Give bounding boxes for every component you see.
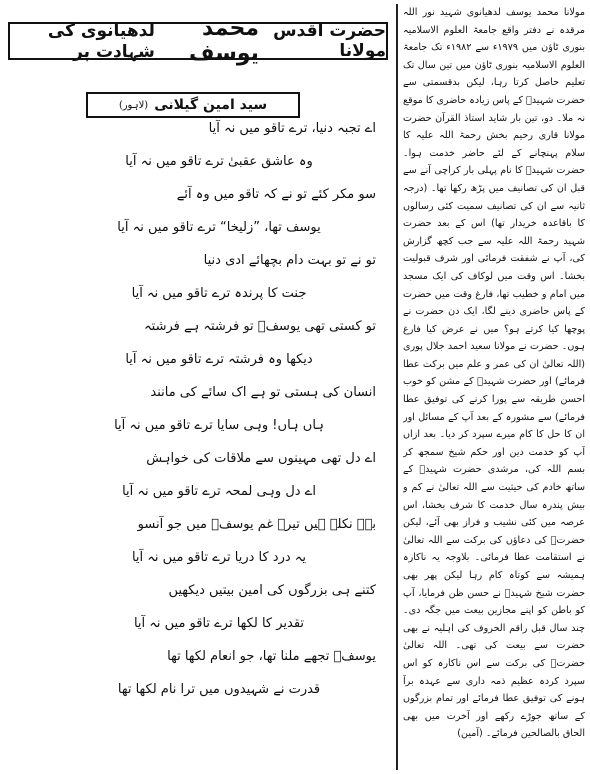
poem-line: تو نے تو بہت دام بچھائے ادی دنیا <box>203 253 376 268</box>
verse-line <box>8 450 390 468</box>
page-title <box>8 16 388 66</box>
column-divider <box>396 4 398 770</box>
poem-line: اے تجبہ دنیا، ترے تاقو میں نہ آیا <box>208 121 376 136</box>
poem-line: یوسفؑ تجھے ملنا تھا، جو انعام لکھا تھا <box>167 649 376 664</box>
author-place: (لاہور) <box>118 99 149 111</box>
verse-line <box>8 186 390 204</box>
verse-line <box>8 252 390 270</box>
poem-line: اے دل تھی مہینوں سے ملاقات کی خواہش <box>146 451 376 466</box>
poem-line: یہ درد کا دریا ترے تاقو میں نہ آیا <box>131 550 307 565</box>
poem-line: وہ عاشق عقبیٰ ترے تاقو میں نہ آیا <box>125 154 313 169</box>
poem-line: تو کستی تھی یوسفؑ تو فرشتہ ہے فرشتہ <box>144 319 376 334</box>
author-name: سید امین گیلانی <box>154 97 268 113</box>
poem-line: بہہ نکلے ہیں تیرے غم یوسفؑ میں جو آنسو <box>137 517 376 532</box>
poem-line: جنت کا پرندہ ترے تاقو میں نہ آیا <box>131 286 307 301</box>
poem-line: تقدیر کا لکھا ترے تاقو میں نہ آیا <box>133 616 305 631</box>
verse-line <box>8 516 390 534</box>
verse-line <box>8 153 390 171</box>
verse-line <box>8 219 390 237</box>
verse-line <box>8 582 390 600</box>
verse-line <box>8 648 390 666</box>
verse-line <box>8 549 390 567</box>
verse-line <box>8 285 390 303</box>
poem-line: سو مکر کئے تو نے کہ تاقو میں وہ آئے <box>176 187 376 202</box>
prose-column <box>403 4 585 770</box>
poem-line: یوسف تھا، ”زلیخا“ ترے تاقو میں نہ آیا <box>117 220 321 235</box>
poem-line: دیکھا وہ فرشتہ ترے تاقو میں نہ آیا <box>125 352 313 367</box>
title-emphasis: محمد یوسف <box>189 16 259 66</box>
poem-line: کتنے ہی بزرگوں کی امین بیتیں دیکھیں <box>168 583 376 598</box>
verse-line <box>8 318 390 336</box>
poem-line: انسان کی ہستی تو ہے اک سائے کی مانند <box>150 385 376 400</box>
verse-line <box>8 483 390 501</box>
poem <box>8 120 390 714</box>
poem-line: ہاں ہاں! وہی سایا ترے تاقو میں نہ آیا <box>114 418 324 433</box>
verse-line <box>8 615 390 633</box>
author-byline <box>86 92 300 118</box>
verse-line <box>8 120 390 138</box>
title-pre: حضرت اقدس مولانا <box>273 21 386 61</box>
prose-text: مولانا محمد یوسف لدھیانوی شہید نور اللہ مرقدہ نے دفتر واقع جامعۃ العلوم الاسلامیہ بنوری ٹاؤن میں ۱۹۷۹ء سے ۱۹۸۲ء تک جامعۃ العلوم الاسلامیہ بنوری ٹاؤن میں تین سال تک تعلیم حاصل کرتا رہا، لیکن بدقسمتی سے حضرت شہیدؒ کے پاس زیادہ حاضری کا موقع نہ ملا۔ دو، تین بار شاید استاذ القرآن حضرت مولانا قاری رحیم بخش رحمۃ اللہ علیہ کا سلام پہنچانے کے لئے حاضر خدمت ہوا۔ حضرت شہیدؒ کا نام پہلی بار کراچی آنے سے قبل ان کی تصانیف میں پڑھ رکھا تھا۔ (درجہ ثانیہ سے ان کی تصانیف سمیت کئی رسالوں کا باقاعدہ خریدار تھا) اس کے بعد حضرت شہید رحمۃ اللہ علیہ سے جب کچھ گزارش کی، آپ نے شفقت فرمائی اور شرف قبولیت بخشا۔ اس وقت میں لوکاف کی ایک مسجد میں امام و خطیب تھا، فارغ وقت میں حضرت کے پاس حاضری دینے لگا، ایک دن حضرت نے پوچھا کیا کرتے ہو؟ میں نے عرض کیا فارغ ہوں۔ حضرت نے مولانا سعید احمد جلال پوری (اللہ تعالیٰ ان کی عمر و علم میں برکت عطا فرمائے) اور حضرت شہیدؒ کے مشن کو خوب احسن طریقہ سے پورا کرنے کی توفیق عطا فرمائے) سے مشورہ کے بعد آپ کے مسائل اور ان کا حل کا کام میرے سپرد کر دیا۔ بعد ازاں آپ کو خدمت دین اور حکم شیخ سمجھ کر بسم اللہ کی، مرشدی حضرت شہیدؒ کے ساتھ خادم کی حیثیت سے اللہ تعالیٰ نے کم و بیش پندرہ سال خدمت کا شرف بخشا، اس عرصہ میں کئی نشیب و فراز بھی آئے، لیکن حضرتؒ کی دعاؤں کی برکت سے اللہ تعالیٰ نے استقامت عطا فرمائی۔ بلاوجہ یہ ناکارہ ہمیشہ سے کوتاہ کام رہا لیکن پھر بھی حضرت شیخ شہیدؒ نے حسن ظن فرمایا، آپ کو باطن کو اپنے مجازین بیعت میں جگہ دی۔ چند سال قبل راقم الحروف کی اہلیہ نے بھی حضرت سے بیعت کی تھی۔ اللہ تعالیٰ حضرتؒ کی برکت سے اس ناکارہ کو اس سپرد کردہ عظیم ذمہ داری سے عہدہ برآ ہونے کی توفیق عطا فرمائے اور تمام بزرگوں کے ساتھ جوڑے رکھے اور آخرت میں بھی الحاق بالصالحین فرمائے۔ (آمین) <box>403 7 585 740</box>
verse-line <box>8 417 390 435</box>
poem-line: قدرت نے شہیدوں میں ترا نام لکھا تھا <box>117 682 321 697</box>
title-post: لدھیانوی کی شہادت پر <box>47 20 155 62</box>
verse-line <box>8 681 390 699</box>
poem-line: اے دل وہی لمحہ ترے تاقو میں نہ آیا <box>122 484 316 499</box>
verse-line <box>8 384 390 402</box>
verse-line <box>8 351 390 369</box>
